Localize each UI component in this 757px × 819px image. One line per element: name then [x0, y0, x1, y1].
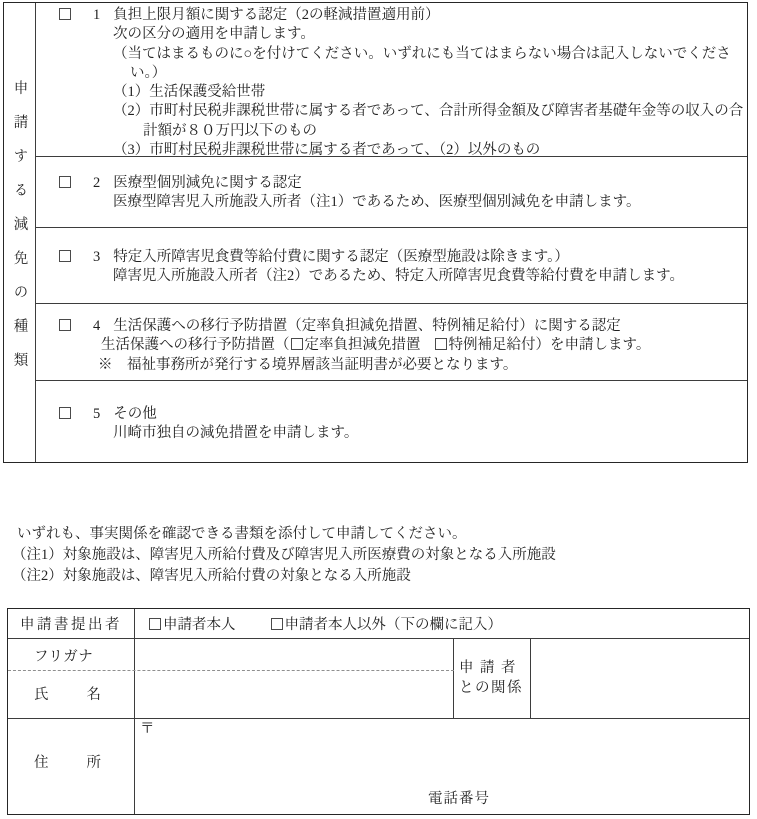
- section-3-line-2: 障害児入所施設入所者（注2）であるため、特定入所障害児食費等給付費を申請します。: [113, 268, 685, 285]
- submitter-self-label: 申請者本人: [163, 617, 236, 633]
- relation-label-cell: [454, 639, 531, 718]
- checkbox-section-4[interactable]: [59, 319, 71, 331]
- section-4-line-2-post: ）を申請します。: [535, 337, 651, 354]
- section-1-heading: [59, 6, 747, 25]
- checkbox-submitter-self[interactable]: [149, 618, 161, 630]
- section-1-monthly-cap: [36, 3, 747, 159]
- phone-number-label: 電話番号: [428, 791, 490, 807]
- address-input-area[interactable]: [135, 719, 749, 814]
- section-4-title: 生活保護への移行予防措置（定率負担減免措置、特例補足給付）に関する認定: [113, 318, 621, 334]
- section-4-welfare-transition-prevention: [36, 303, 747, 380]
- exemption-sections: [36, 3, 747, 462]
- section-5-other: [36, 380, 747, 462]
- note-2-target-facilities: （注2）対象施設は、障害児入所給付費の対象となる入所施設: [12, 567, 411, 584]
- furigana-name-divider: [8, 670, 454, 671]
- checkbox-special-supplement[interactable]: [435, 338, 447, 350]
- section-1-option-2: （2）市町村民税非課税世帯に属する者であって、合計所得金額及び障害者基礎年金等の収入の合: [113, 103, 744, 120]
- name-label: [34, 688, 101, 703]
- section-5-line-2: 川崎市独自の減免措置を申請します。: [113, 425, 359, 442]
- address-label-cell: [8, 719, 135, 814]
- section-2-number: 2: [93, 175, 101, 191]
- section-2-title: 医療型個別減免に関する認定: [113, 175, 302, 191]
- section-1-title: 負担上限月額に関する認定（2の軽減措置適用前）: [113, 7, 440, 23]
- checkbox-fixed-rate-reduction[interactable]: [291, 338, 303, 350]
- checkbox-section-2[interactable]: [59, 176, 71, 188]
- special-supplement-label: 特例補足給付: [448, 337, 536, 354]
- note-attach-documents: いずれも、事実関係を確認できる書類を添付して申請してください。: [17, 526, 467, 542]
- attachment-notes: [0, 524, 556, 586]
- checkbox-section-1[interactable]: [59, 8, 71, 20]
- checkbox-submitter-other[interactable]: [271, 618, 283, 630]
- name-label-first-char: 氏: [34, 687, 49, 703]
- submitter-label: 申請書提出者: [20, 617, 122, 633]
- section-1-number: 1: [93, 7, 101, 23]
- name-row: [8, 639, 749, 719]
- section-3-heading: [59, 248, 747, 267]
- side-header-exemption-types: [4, 3, 36, 462]
- section-2-line-2: 医療型障害児入所施設入所者（注1）であるため、医療型個別減免を申請します。: [113, 194, 641, 211]
- note-1-target-facilities: （注1）対象施設は、障害児入所給付費及び障害児入所医療費の対象となる入所施設: [12, 546, 556, 563]
- address-label: [34, 756, 101, 771]
- relation-input-area[interactable]: [531, 639, 749, 718]
- section-1-line-3: （当てはまるものに○を付けてください。いずれにも当てはまらない場合は記入しないでくださ: [113, 45, 731, 62]
- section-4-heading: [59, 317, 747, 336]
- relation-label-line-2: との関係: [459, 680, 523, 696]
- submitter-row: [8, 609, 749, 639]
- relation-label-line-1: 申請者: [459, 660, 522, 676]
- name-label-second-char: 名: [86, 687, 101, 703]
- submitter-options: [135, 609, 749, 638]
- section-3-title: 特定入所障害児食費等給付費に関する認定（医療型施設は除きます。）: [113, 249, 569, 265]
- section-4-number: 4: [93, 318, 101, 334]
- section-3-meal-benefit: [36, 227, 747, 303]
- section-2-medical-individual-reduction: [36, 156, 747, 227]
- checkbox-section-5[interactable]: [59, 407, 71, 419]
- section-1-option-3: （3）市町村民税非課税世帯に属する者であって、（2）以外のもの: [113, 142, 541, 159]
- postal-code-mark: 〒: [140, 721, 155, 737]
- side-header-label: 申請する減免の種類: [11, 79, 28, 386]
- section-5-heading: [59, 405, 747, 424]
- submitter-label-cell: [8, 609, 135, 638]
- address-label-second-char: 所: [86, 755, 101, 771]
- section-2-heading: [59, 174, 747, 193]
- section-1-line-4: い。）: [130, 64, 167, 81]
- name-label-cell: [8, 639, 135, 718]
- section-1-line-2: 次の区分の適用を申請します。: [113, 26, 315, 43]
- section-3-number: 3: [93, 249, 101, 265]
- section-4-line-2-pre: 生活保護への移行予防措置（: [101, 337, 290, 354]
- section-4-line-2: [101, 336, 747, 355]
- submitter-info-table: [7, 608, 750, 815]
- address-row: [8, 719, 749, 814]
- furigana-label: フリガナ: [34, 649, 94, 665]
- section-5-title: その他: [113, 406, 157, 422]
- section-1-option-1: （1）生活保護受給世帯: [113, 84, 266, 101]
- section-4-certificate-note: ※ 福祉事務所が発行する境界層該当証明書が必要となります。: [98, 356, 518, 373]
- section-1-option-2-wrap: 計額が８０万円以下のもの: [143, 122, 317, 139]
- section-5-number: 5: [93, 406, 101, 422]
- address-label-first-char: 住: [34, 755, 49, 771]
- exemption-type-table: [3, 2, 748, 463]
- submitter-other-label: 申請者本人以外（下の欄に記入）: [284, 617, 502, 633]
- checkbox-section-3[interactable]: [59, 250, 71, 262]
- fixed-rate-reduction-label: 定率負担減免措置: [304, 337, 421, 354]
- name-input-area[interactable]: [135, 639, 454, 718]
